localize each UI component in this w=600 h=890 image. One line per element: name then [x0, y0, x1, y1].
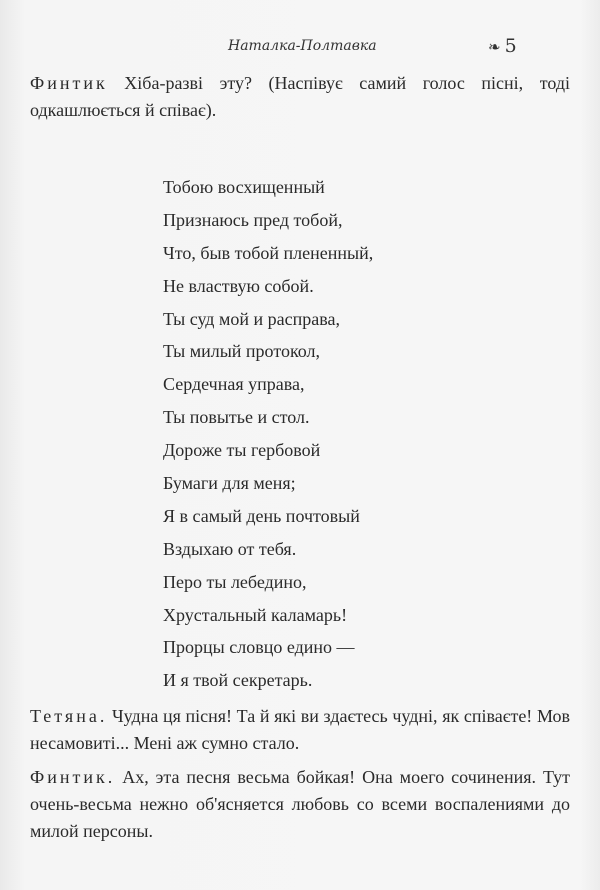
verse-line: Признаюсь пред тобой,	[163, 209, 343, 230]
verse-line: Хрустальный каламарь!	[163, 604, 348, 625]
paragraph-intro	[30, 70, 570, 124]
speaker-name: Финтик	[30, 73, 108, 93]
verse-line: Прорцы словцо едино —	[163, 637, 355, 658]
speaker-name: Тетяна.	[30, 706, 108, 726]
verse-line: Ты повытье и стол.	[163, 407, 310, 428]
verse-line: Ты суд мой и расправа,	[163, 308, 340, 329]
song-verse	[163, 171, 373, 697]
verse-line: Сердечная управа,	[163, 374, 305, 395]
page-header	[0, 35, 600, 60]
dialogue-tetiana	[30, 703, 570, 757]
speaker-name: Финтик.	[30, 767, 116, 787]
verse-line: Что, быв тобой плененный,	[163, 242, 374, 263]
paragraph-text: Ах, эта песня весьма бойкая! Она моего сочинения. Тут очень-весьма нежно об'ясняется любовь со всеми воспалениями до милой персоны.	[30, 767, 570, 841]
page-number: 5	[504, 35, 517, 57]
running-title: Наталка-Полтавка	[228, 38, 377, 54]
verse-line: Перо ты лебедино,	[163, 571, 307, 592]
verse-line: Тобою восхищенный	[163, 177, 325, 197]
ornament-icon: ❧	[488, 38, 501, 56]
verse-line: Бумаги для меня;	[163, 473, 296, 494]
dialogue-fyntyk	[30, 764, 570, 845]
verse-line: Я в самый день почтовый	[163, 505, 360, 526]
verse-line: Не властвую собой.	[163, 275, 314, 296]
verse-line: Ты милый протокол,	[163, 341, 321, 362]
verse-line: Дороже ты гербовой	[163, 440, 321, 461]
verse-line: Вздыхаю от тебя.	[163, 538, 297, 559]
page-number-block	[488, 35, 517, 57]
paragraph-text: Хіба-разві эту? (Наспівує самий голос пісні, тоді одкашлюється й співає).	[30, 73, 570, 120]
paragraph-text: Чудна ця пісня! Та й які ви здаєтесь чудні, як співаєте! Мов несамовиті... Мені аж сумно стало.	[30, 706, 570, 753]
verse-line: И я твой секретарь.	[163, 670, 313, 691]
